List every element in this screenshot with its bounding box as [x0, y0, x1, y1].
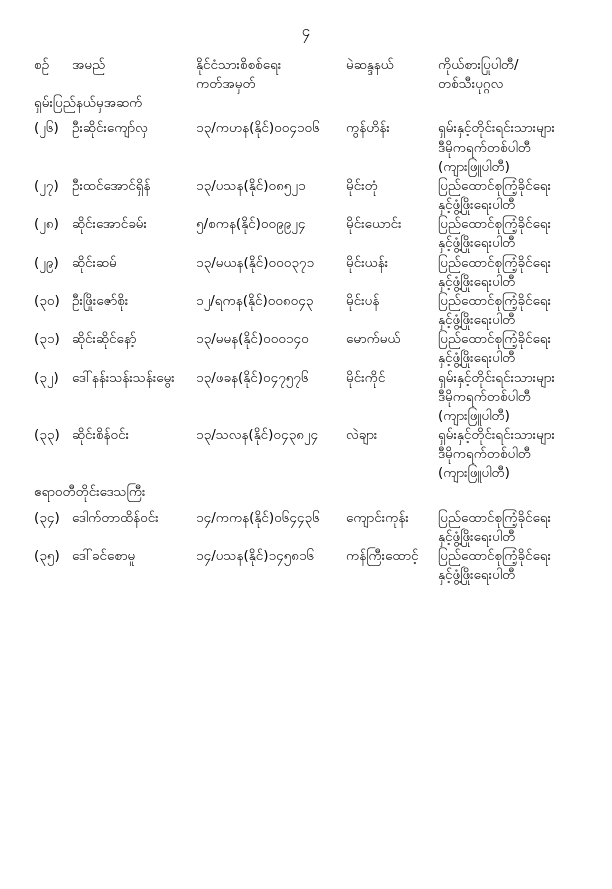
row-party	[438, 177, 574, 215]
row-party-line: ဒီမိုကရက်တစ်ပါတီ	[438, 139, 531, 156]
row-party-line: ပြည်ထောင်စုကြံ့ခိုင်ရေး	[438, 509, 552, 526]
row-no: (၃၄)	[34, 509, 60, 526]
row-party-line: ဒီမိုကရက်တစ်ပါတီ	[438, 446, 531, 463]
row-party-line: နှင့်ဖွံ့ဖြိုးရေးပါတီ	[438, 350, 516, 367]
row-party	[438, 292, 574, 330]
header-party-line1: ကိုယ်စားပြုပါတီ/	[438, 57, 519, 73]
row-party	[438, 369, 574, 426]
row-party-line: ရှမ်းနှင့်တိုင်းရင်းသားများ	[438, 120, 555, 137]
row-party	[438, 254, 574, 292]
header-nrc-line2: ကတ်အမှတ်	[196, 76, 256, 93]
header-name: အမည်	[72, 57, 106, 73]
row-party-line: (ကျားဖြူပါတီ)	[438, 407, 510, 424]
row-no: (၃၃)	[34, 426, 60, 443]
row-name: ဆိုင်းဆိုင်နော့်	[72, 331, 137, 348]
row-party	[438, 426, 574, 483]
row-party-line: နှင့်ဖွံ့ဖြိုးရေးပါတီ	[438, 197, 516, 214]
row-constituency: ကန်ကြီးထောင့်	[346, 547, 419, 564]
row-no: (၃၁)	[34, 331, 60, 348]
row-party-line: ရှမ်းနှင့်တိုင်းရင်းသားများ	[438, 369, 555, 386]
row-constituency: ကျောင်းကုန်း	[346, 509, 409, 526]
row-nrc: ၁၃/မယန(နိုင်)၀၀၀၃၇၁	[196, 254, 315, 271]
row-name: ဒေါက်တာထိန်ဝင်း	[72, 509, 159, 526]
table-row	[34, 369, 574, 426]
row-constituency: မိုင်းပန်	[346, 292, 380, 309]
row-nrc: ၅/စကန(နိုင်)၀၀၉၉၂၄	[196, 216, 306, 233]
table-row	[34, 547, 574, 585]
table-row	[34, 426, 574, 483]
row-nrc: ၁၄/ပသန(နိုင်)၁၄၅၈၁၆	[196, 547, 315, 564]
row-nrc: ၁၃/သလန(နိုင်)၀၄၃၈၂၄	[196, 426, 319, 443]
row-name: ဆိုင်းအောင်ခမ်း	[72, 216, 147, 233]
row-name: ဦးဆိုင်းကျော်လှ	[72, 120, 148, 137]
row-party-line: နှင့်ဖွံ့ဖြိုးရေးပါတီ	[438, 273, 516, 290]
table-header	[34, 56, 574, 94]
row-nrc: ၁၃/ကဟန(နိုင်)၀၀၄၁၀၆	[196, 120, 320, 137]
row-constituency: မိုင်းတုံ	[346, 177, 378, 194]
row-party-line: ပြည်ထောင်စုကြံ့ခိုင်ရေး	[438, 177, 552, 194]
table-row	[34, 254, 574, 292]
row-name: ဆိုင်းဆမ်	[72, 254, 117, 271]
row-party-line: နှင့်ဖွံ့ဖြိုးရေးပါတီ	[438, 528, 516, 545]
row-party	[438, 547, 574, 585]
table-row	[34, 177, 574, 215]
row-party-line: နှင့်ဖွံ့ဖြိုးရေးပါတီ	[438, 235, 516, 252]
row-constituency: မောက်မယ်	[346, 331, 401, 348]
header-nrc	[196, 56, 346, 94]
row-party-line: (ကျားဖြူပါတီ)	[438, 465, 510, 482]
header-party	[438, 56, 574, 94]
row-party-line: ဒီမိုကရက်တစ်ပါတီ	[438, 388, 531, 405]
row-party	[438, 503, 574, 547]
row-party-line: (ကျားဖြူပါတီ)	[438, 158, 510, 175]
section-title: ရှမ်းပြည်နယ်မှအဆက်	[34, 95, 143, 112]
row-name: ဦးထင်အောင်ရှိန်	[72, 177, 151, 194]
row-nrc: ၁၃/ပသန(နိုင်)၀၈၅၂၁	[196, 177, 306, 194]
row-party-line: ရှမ်းနှင့်တိုင်းရင်းသားများ	[438, 426, 555, 443]
header-no: စဉ်	[34, 57, 50, 73]
row-constituency: မိုင်းယန်း	[346, 254, 389, 271]
row-party	[438, 113, 574, 176]
row-no: (၃၀)	[34, 292, 60, 309]
section-title: ဧရာဝတီတိုင်းဒေသကြီး	[34, 484, 146, 501]
section-header-row	[34, 94, 574, 113]
row-party	[438, 215, 574, 253]
row-name: ဒေါ်နန်းသန်းသန်းမွေး	[72, 369, 175, 386]
row-constituency: မိုင်းယောင်း	[346, 216, 402, 233]
row-party-line: ပြည်ထောင်စုကြံ့ခိုင်ရေး	[438, 254, 552, 271]
table-row	[34, 292, 574, 330]
page-number: ၄	[301, 22, 311, 40]
row-party-line: နှင့်ဖွံ့ဖြိုးရေးပါတီ	[438, 312, 516, 329]
row-party	[438, 330, 574, 368]
table-row	[34, 113, 574, 176]
table-row	[34, 330, 574, 368]
row-nrc: ၁၂/ရကန(နိုင်)၀၀၈၀၄၃	[196, 292, 314, 309]
table-row	[34, 215, 574, 253]
row-party-line: ပြည်ထောင်စုကြံ့ခိုင်ရေး	[438, 547, 552, 564]
row-no: (၂၇)	[34, 177, 59, 194]
row-no: (၂၉)	[34, 254, 59, 271]
row-constituency: မိုင်းကိုင်	[346, 369, 386, 386]
members-table	[34, 56, 574, 585]
row-party-line: ပြည်ထောင်စုကြံ့ခိုင်ရေး	[438, 292, 552, 309]
page-content	[34, 56, 580, 585]
row-party-line: ပြည်ထောင်စုကြံ့ခိုင်ရေး	[438, 331, 552, 348]
row-no: (၂၈)	[34, 216, 59, 233]
table-body	[34, 94, 574, 585]
row-no: (၂၆)	[34, 120, 59, 137]
row-name: ဦးဖြိုးဇော်စိုး	[72, 292, 129, 309]
row-nrc: ၁၃/မမန(နိုင်)၀၀၀၁၄၀	[196, 331, 309, 348]
section-header-row	[34, 483, 574, 502]
header-constituency: မဲဆန္ဒနယ်	[346, 57, 394, 73]
table-row	[34, 503, 574, 547]
row-constituency: ကွန်ဟိန်း	[346, 120, 390, 137]
row-no: (၃၂)	[34, 369, 59, 386]
row-nrc: ၁၄/ကကန(နိုင်)၀၆၄၄၃၆	[196, 509, 320, 526]
header-nrc-line1: နိုင်ငံသားစိစစ်ရေး	[196, 57, 282, 73]
row-name: ဒေါ်ခင်စောမူ	[72, 547, 136, 564]
row-party-line: နှင့်ဖွံ့ဖြိုးရေးပါတီ	[438, 567, 516, 584]
row-constituency: လဲချား	[346, 426, 378, 443]
row-name: ဆိုင်းစိန်ဝင်း	[72, 426, 130, 443]
row-no: (၃၅)	[34, 547, 60, 564]
header-party-line2: တစ်သီးပုဂ္ဂလ	[438, 76, 504, 93]
row-nrc: ၁၃/ဖခန(နိုင်)၀၄၇၅၇၆	[196, 369, 309, 386]
row-party-line: ပြည်ထောင်စုကြံ့ခိုင်ရေး	[438, 216, 552, 233]
